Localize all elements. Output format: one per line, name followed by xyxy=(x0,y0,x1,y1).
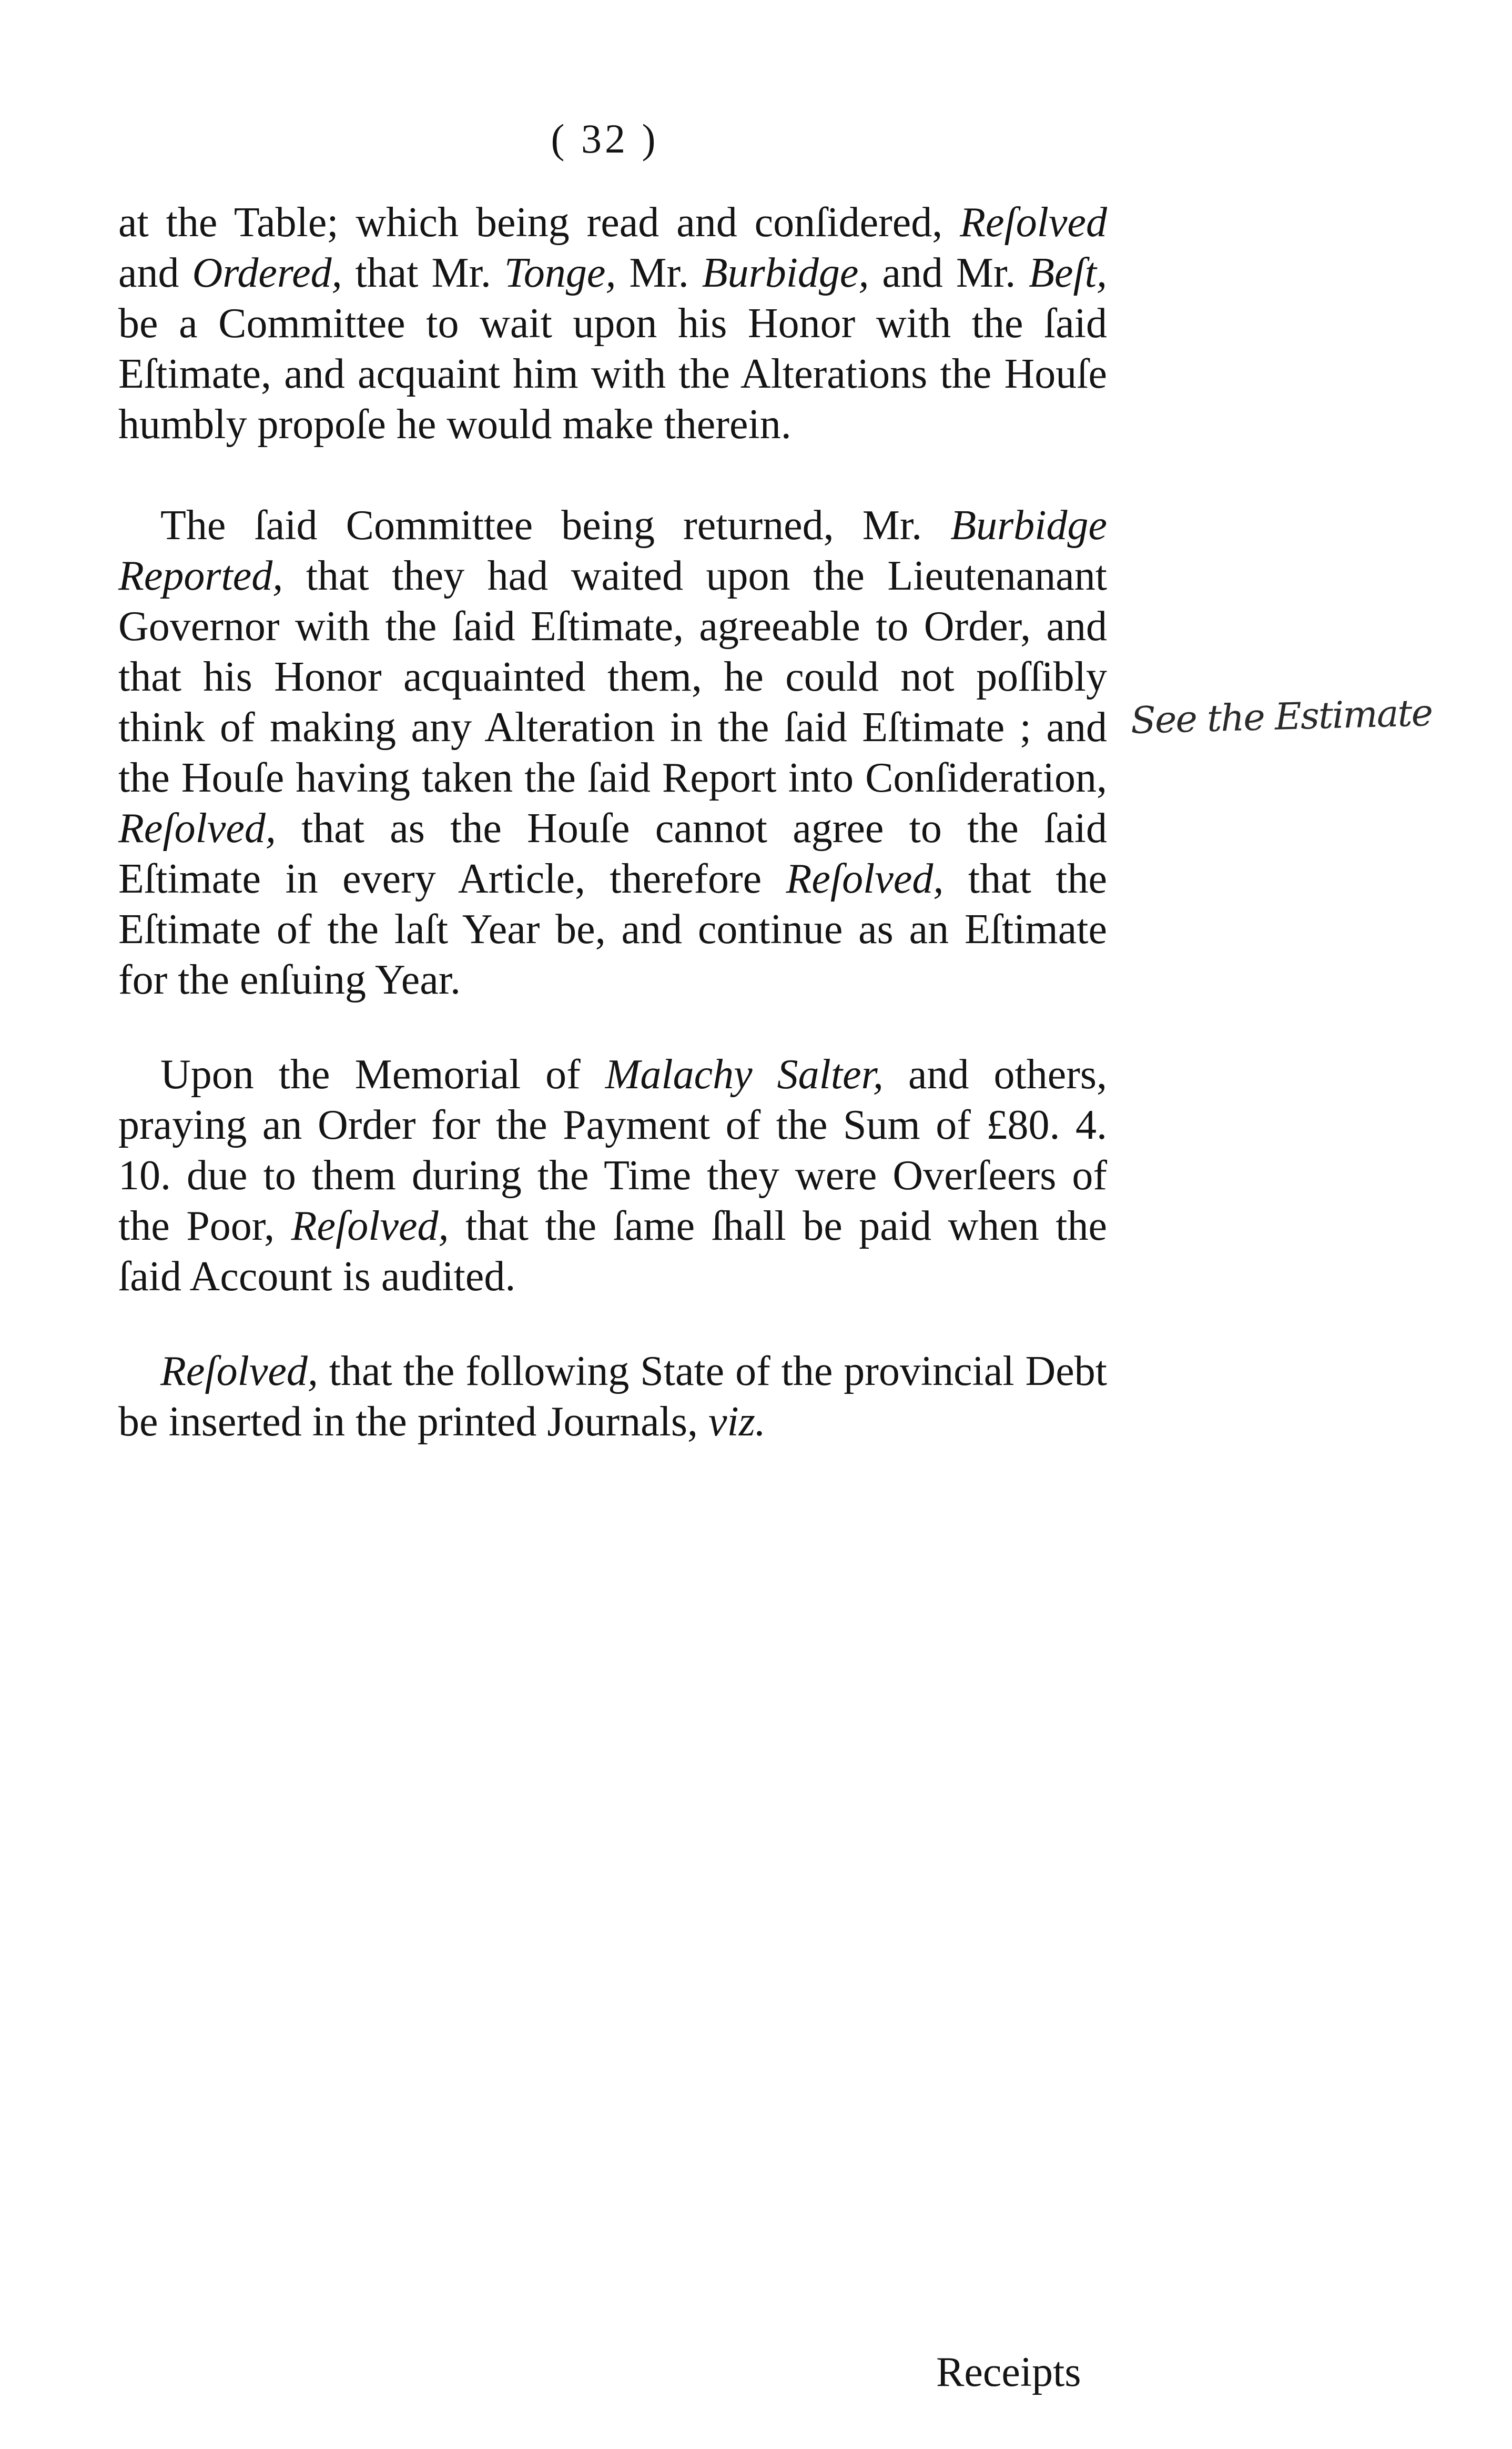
text-run-italic: Burbidge, xyxy=(702,250,869,296)
text-run-italic: Burbidge Reported, xyxy=(118,502,1107,599)
text-run: Mr. xyxy=(616,250,702,296)
text-run: that the Eſtimate of the laſt Year be, and continue as an Eſtimate for the enſuing Year. xyxy=(118,856,1107,1003)
text-run-italic: viz. xyxy=(708,1399,766,1445)
catchword: Receipts xyxy=(936,2349,1081,2395)
text-run: and others, praying an Order for the Payment of the Sum of £80. 4. 10. due to them during the Time they were Overſeers of the Poor, xyxy=(118,1051,1108,1249)
text-run-italic: Reſolved xyxy=(960,199,1107,246)
text-run: that the ſame ſhall be paid when the ſaid Account is audited. xyxy=(118,1203,1107,1300)
text-run-italic: Reſolved, xyxy=(160,1348,318,1394)
text-run-italic: Tonge, xyxy=(504,250,616,296)
paragraph-committee-ordered xyxy=(118,197,1107,450)
text-run: The ſaid Committee being returned, Mr. xyxy=(160,502,951,549)
paragraph-provincial-debt xyxy=(118,1346,1107,1447)
paragraph-committee-report xyxy=(118,500,1107,1005)
text-run-italic: Reſolved, xyxy=(291,1203,449,1249)
text-run-italic: Beſt, xyxy=(1029,250,1107,296)
text-run: that as the Houſe cannot agree to the ſaid Eſtimate in every Article, therefore xyxy=(118,805,1107,902)
text-run: be a Committee to wait upon his Honor with the ſaid Eſtimate, and acquaint him with the Alterations the Houſe humbly propoſe he would make therein. xyxy=(118,300,1107,448)
text-run-italic: Reſolved, xyxy=(786,856,944,902)
text-run: that they had waited upon the Lieutenanant Governor with the ſaid Eſtimate, agreeable to Order, and that his Honor acquainted them, he could not poſſibly think of making any Alteration in the ſaid Eſtimate ; and the Houſe having taken the ſaid Report into Conſideration, xyxy=(118,553,1107,801)
text-run: that the following State of the provincial Debt be inserted in the printed Journals, xyxy=(118,1348,1107,1445)
paragraph-memorial-salter xyxy=(118,1049,1107,1302)
text-run: and xyxy=(118,250,192,296)
text-run: Upon the Memorial of xyxy=(160,1051,605,1098)
text-run: and Mr. xyxy=(869,250,1029,296)
body-text xyxy=(118,197,1107,1447)
text-run-italic: Malachy Salter, xyxy=(605,1051,884,1098)
text-run-italic: Reſolved, xyxy=(118,805,276,852)
text-run: at the Table; which being read and conſidered, xyxy=(118,199,960,246)
handwritten-margin-note: See the Estimate xyxy=(1130,691,1433,742)
text-run: that Mr. xyxy=(342,250,504,296)
page-number: ( 32 ) xyxy=(551,116,659,161)
text-run-italic: Ordered, xyxy=(192,250,342,296)
